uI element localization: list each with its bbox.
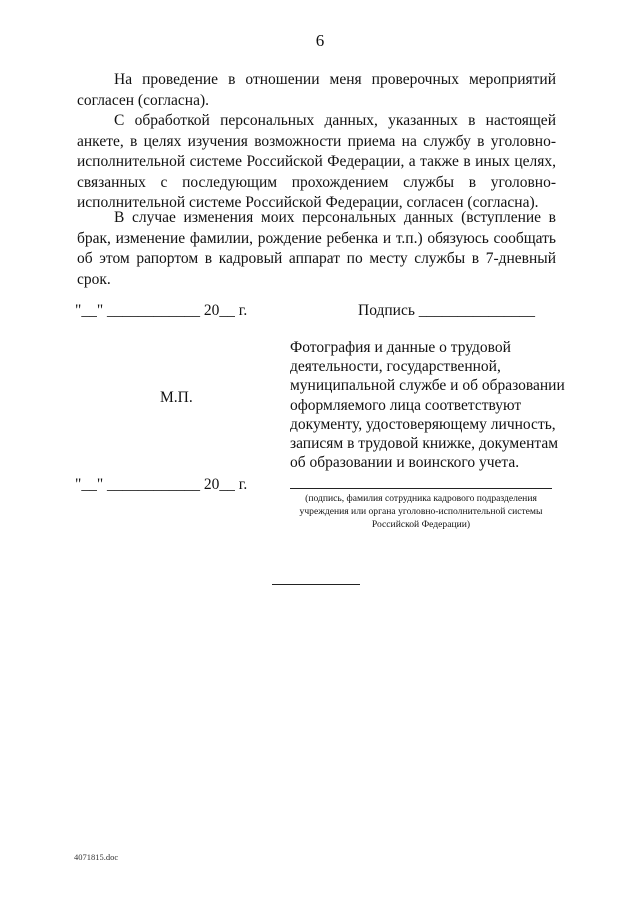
stamp-place-label: М.П. [160, 389, 193, 406]
consent-verification-paragraph: На проведение в отношении меня проверочных мероприятий согласен (согласна). [77, 71, 556, 109]
officer-signature-rule [290, 488, 552, 489]
page-number: 6 [315, 31, 325, 50]
applicant-date-line: "__" ____________ 20__ г. [75, 302, 248, 319]
personal-data-consent-paragraph: С обработкой персональных данных, указанных в настоящей анкете, в целях изучения возможности приема на службу в уголовно-исполнительной системе Российской Федерации, а также в иных целях, связанных с последующим прохождением службы в уголовно-исполнительной системе Российской Федерации, согласен (согласна). [77, 112, 556, 211]
data-change-obligation-paragraph: В случае изменения моих персональных данных (вступление в брак, изменение фамилии, рождение ребенка и т.п.) обязуюсь сообщать об этом рапортом в кадровый аппарат по месту службы в 7-дневный срок. [77, 209, 556, 288]
applicant-signature-line: Подпись _______________ [358, 302, 536, 319]
officer-signature-caption: (подпись, фамилия сотрудника кадрового подразделения учреждения или органа уголовно-исполнительной системы Российской Федерации) [299, 493, 543, 530]
end-of-document-rule [272, 584, 360, 585]
verification-note: Фотография и данные о трудовой деятельности, государственной, муниципальной службе и об образовании оформляемого лица соответствуют документу, удостоверяющему личность, записям в трудовой книжке, документам об образовании и воинского учета. [290, 339, 565, 472]
file-reference: 4071815.doc [74, 852, 119, 862]
officer-date-line: "__" ____________ 20__ г. [75, 476, 248, 493]
